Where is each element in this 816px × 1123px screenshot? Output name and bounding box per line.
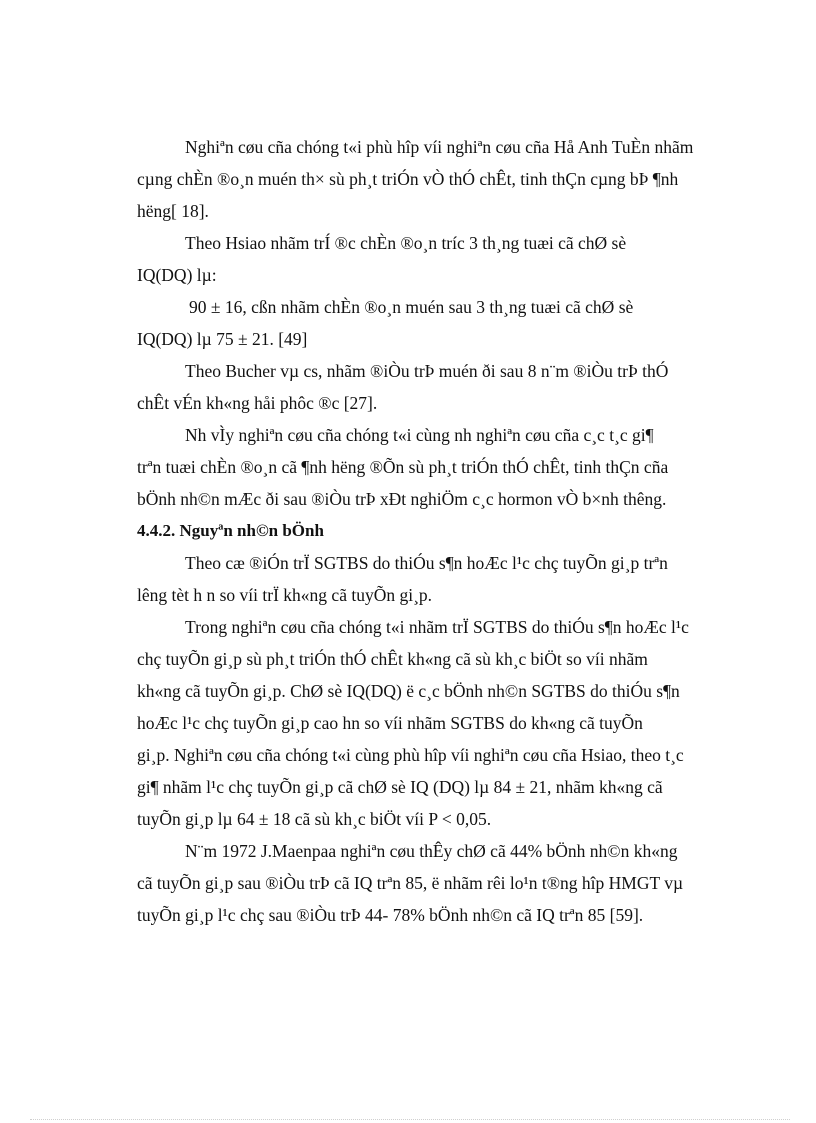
text-line: hëng[ 18]. [137, 201, 209, 221]
paragraph-3 [137, 291, 741, 355]
text-line: hoÆc l¹c chç tuyÕn gi¸p cao hn so víi nhãm SGTBS do kh«ng cã tuyÕn [137, 713, 643, 733]
text-line: trªn tuæi chÈn ®o¸n cã ¶nh hëng ®Õn sù ph¸t triÓn thÓ chÊt, tinh thÇn cña [137, 457, 669, 477]
section-heading: 4.4.2. Nguyªn nh©n bÖnh [137, 521, 324, 540]
text-line: lêng tèt h n so víi trÏ kh«ng cã tuyÕn gi¸p. [137, 585, 433, 605]
text-line: cã tuyÕn gi¸p sau ®iÒu trÞ cã IQ trªn 85, ë nhãm rêi lo¹n t®ng hîp HMGT vµ [137, 873, 684, 893]
text-line: tuyÕn gi¸p lµ 64 ± 18 cã sù kh¸c biÖt víi P < 0,05. [137, 809, 492, 829]
paragraph-2 [137, 227, 741, 291]
text-line: Theo cæ ®iÓn trÏ SGTBS do thiÓu s¶n hoÆc l¹c chç tuyÕn gi¸p trªn [185, 553, 668, 573]
paragraph-7 [137, 611, 741, 835]
text-line: Nh vÌy nghiªn cøu cña chóng t«i cùng nh nghiªn cøu cña c¸c t¸c gi¶ [185, 425, 654, 445]
text-line: bÖnh nh©n mÆc ði sau ®iÒu trÞ xÐt nghiÖm c¸c hormon vÒ b×nh thêng. [137, 489, 667, 509]
text-line: IQ(DQ) lµ: [137, 265, 217, 285]
text-line: cµng chÈn ®o¸n muén th× sù ph¸t triÓn vÒ thÓ chÊt, tinh thÇn cµng bÞ ¶nh [137, 169, 679, 189]
text-line: Theo Bucher vµ cs, nhãm ®iÒu trÞ muén ði sau 8 n¨m ®iÒu trÞ thÓ [185, 361, 669, 381]
page-bottom-rule [30, 1119, 790, 1120]
text-line: 90 ± 16, cßn nhãm chÈn ®o¸n muén sau 3 th¸ng tuæi cã chØ sè [189, 297, 634, 317]
paragraph-8 [137, 835, 741, 931]
text-line: chç tuyÕn gi¸p sù ph¸t triÓn thÓ chÊt kh«ng cã sù kh¸c biÖt so víi nhãm [137, 649, 648, 669]
text-line: IQ(DQ) lµ 75 ± 21. [49] [137, 329, 308, 349]
paragraph-4 [137, 355, 741, 419]
text-line: Trong nghiªn cøu cña chóng t«i nhãm trÏ SGTBS do thiÓu s¶n hoÆc l¹c [185, 617, 689, 637]
text-line: N¨m 1972 J.Maenpaa nghiªn cøu thÊy chØ cã 44% bÖnh nh©n kh«ng [185, 841, 678, 861]
paragraph-5 [137, 419, 741, 515]
paragraph-1 [137, 131, 741, 227]
text-line: Theo Hsiao nhãm trÍ ®c chÈn ®o¸n tríc 3 th¸ng tuæi cã chØ sè [185, 233, 627, 253]
body-text [137, 131, 741, 931]
text-line: Nghiªn cøu cña chóng t«i phù hîp víi nghiªn cøu cña Hå Anh TuÈn nhãm [185, 137, 694, 157]
paragraph-6 [137, 547, 741, 611]
text-line: kh«ng cã tuyÕn gi¸p. ChØ sè IQ(DQ) ë c¸c bÖnh nh©n SGTBS do thiÓu s¶n [137, 681, 680, 701]
text-line: tuyÕn gi¸p l¹c chç sau ®iÒu trÞ 44- 78% bÖnh nh©n cã IQ trªn 85 [59]. [137, 905, 644, 925]
text-line: gi¸p. Nghiªn cøu cña chóng t«i cùng phù hîp víi nghiªn cøu cña Hsiao, theo t¸c [137, 745, 684, 765]
text-line: chÊt vÉn kh«ng håi phôc ®c [27]. [137, 393, 378, 413]
text-line: gi¶ nhãm l¹c chç tuyÕn gi¸p cã chØ sè IQ (DQ) lµ 84 ± 21, nhãm kh«ng cã [137, 777, 663, 797]
